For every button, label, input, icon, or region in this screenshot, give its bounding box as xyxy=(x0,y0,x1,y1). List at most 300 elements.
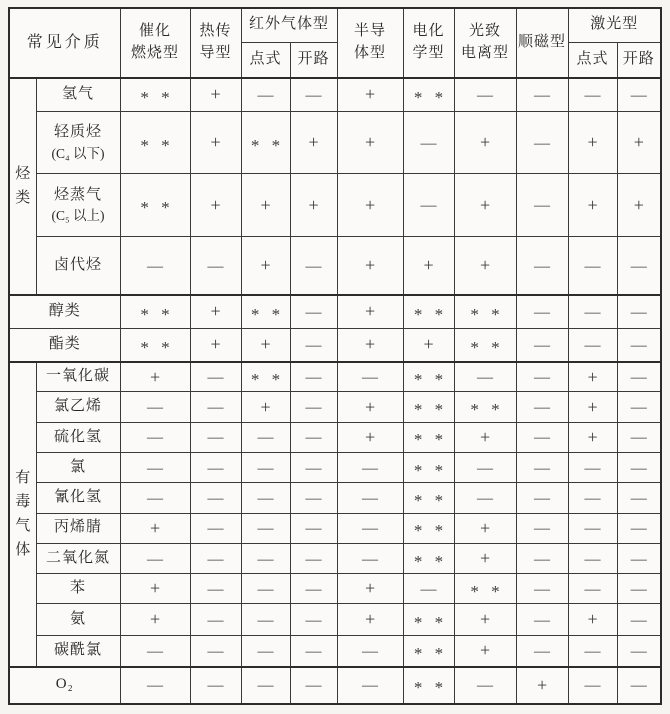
value-cell xyxy=(516,574,568,604)
rating-symbol: — xyxy=(630,303,647,321)
value-cell xyxy=(290,392,337,422)
value-cell xyxy=(241,78,290,111)
value-cell xyxy=(120,237,190,296)
table-row xyxy=(9,635,661,666)
rating-symbol: + xyxy=(364,84,376,105)
table-row xyxy=(9,604,661,635)
rating-symbol: — xyxy=(207,429,224,447)
rating-symbol: — xyxy=(630,257,647,275)
rating-symbol: — xyxy=(630,611,647,629)
value-cell xyxy=(454,543,516,573)
value-cell xyxy=(568,667,617,704)
value-cell xyxy=(516,483,568,513)
value-cell xyxy=(337,295,403,328)
media-name-cell xyxy=(36,111,120,174)
rating-symbol: * * xyxy=(140,198,174,218)
rating-symbol: — xyxy=(257,611,274,629)
rating-symbol: + xyxy=(364,301,376,322)
value-cell xyxy=(290,328,337,361)
media-name-label: 硫化氢 xyxy=(54,428,103,445)
table-row xyxy=(9,328,661,361)
rating-symbol: — xyxy=(305,86,322,104)
media-name-cell xyxy=(9,328,120,361)
media-name-label: 氰化氢 xyxy=(54,489,103,506)
value-cell xyxy=(617,78,661,111)
header-line: 热传 xyxy=(199,23,232,40)
rating-symbol: — xyxy=(305,336,322,354)
rating-symbol: — xyxy=(477,677,494,695)
rating-symbol: * * xyxy=(413,521,448,541)
rating-symbol: — xyxy=(207,611,224,629)
header-line: 催化 xyxy=(139,23,172,40)
value-cell xyxy=(190,422,241,452)
row-group-label-char: 有 xyxy=(15,469,31,486)
rating-symbol: — xyxy=(534,369,551,387)
rating-symbol: — xyxy=(207,369,224,387)
rating-symbol: + xyxy=(308,194,319,215)
table-row xyxy=(9,237,661,296)
value-cell xyxy=(337,604,403,635)
value-cell xyxy=(403,635,454,666)
rating-symbol: — xyxy=(305,369,322,387)
rating-symbol: + xyxy=(587,426,598,447)
value-cell xyxy=(568,237,617,296)
rating-symbol: — xyxy=(630,642,647,660)
rating-symbol: — xyxy=(584,489,601,507)
value-cell xyxy=(617,483,661,513)
table-row xyxy=(9,174,661,237)
value-cell xyxy=(403,543,454,573)
value-cell xyxy=(617,237,661,296)
rating-symbol: — xyxy=(534,459,551,477)
rating-symbol: — xyxy=(477,369,494,387)
row-group-label-char: 烃 xyxy=(15,166,31,183)
rating-symbol: — xyxy=(362,520,379,538)
rating-symbol: * * xyxy=(413,678,448,698)
value-cell xyxy=(337,174,403,237)
rating-symbol: — xyxy=(305,677,322,695)
media-name-label: 氢气 xyxy=(62,86,95,103)
row-group-label-char: 气 xyxy=(15,517,31,534)
rating-symbol: — xyxy=(630,459,647,477)
value-cell xyxy=(617,392,661,422)
value-cell xyxy=(120,635,190,666)
value-cell xyxy=(190,604,241,635)
rating-symbol: + xyxy=(587,609,598,630)
media-name-label: 一氧化碳 xyxy=(46,368,111,385)
table-row xyxy=(9,392,661,422)
rating-symbol: + xyxy=(479,194,491,215)
value-cell xyxy=(568,453,617,483)
media-name-cell xyxy=(36,513,120,543)
value-cell xyxy=(454,635,516,666)
rating-symbol: — xyxy=(420,580,437,598)
rating-symbol: — xyxy=(534,429,551,447)
rating-symbol: — xyxy=(257,429,274,447)
rating-symbol: — xyxy=(630,580,647,598)
value-cell xyxy=(290,422,337,452)
value-cell xyxy=(516,667,568,704)
value-cell xyxy=(290,111,337,174)
col-header-electrochemical xyxy=(403,8,454,78)
rating-symbol: + xyxy=(587,396,598,417)
value-cell xyxy=(190,392,241,422)
col-header-photoionization xyxy=(454,8,516,78)
rating-symbol: — xyxy=(257,489,274,507)
value-cell xyxy=(120,174,190,237)
rating-symbol: — xyxy=(305,642,322,660)
rating-symbol: — xyxy=(630,550,647,568)
media-name-label: O₂ xyxy=(55,676,74,693)
value-cell xyxy=(290,78,337,111)
gas-detector-selection-table xyxy=(8,7,662,705)
row-group-label-char: 毒 xyxy=(15,493,31,510)
media-name-cell xyxy=(36,174,120,237)
table-row xyxy=(9,295,661,328)
rating-symbol: — xyxy=(362,550,379,568)
rating-symbol: — xyxy=(207,550,224,568)
col-header-infrared-point: 点式 xyxy=(241,42,290,78)
rating-symbol: + xyxy=(308,132,319,153)
value-cell xyxy=(568,574,617,604)
value-cell xyxy=(120,604,190,635)
value-cell xyxy=(403,174,454,237)
value-cell xyxy=(403,237,454,296)
rating-symbol: + xyxy=(536,674,548,695)
media-name-cell xyxy=(36,362,120,392)
rating-symbol: * * xyxy=(413,400,448,420)
rating-symbol: + xyxy=(479,609,491,630)
media-name-label: (C₅ 以上) xyxy=(51,208,105,224)
rating-symbol: + xyxy=(364,194,376,215)
value-cell xyxy=(241,513,290,543)
rating-symbol: * * xyxy=(413,643,448,663)
rating-symbol: — xyxy=(584,336,601,354)
value-cell xyxy=(454,483,516,513)
rating-symbol: + xyxy=(149,366,161,387)
media-name-label: 卤代烃 xyxy=(54,256,103,273)
value-cell xyxy=(403,362,454,392)
value-cell xyxy=(190,574,241,604)
value-cell xyxy=(120,111,190,174)
rating-symbol: — xyxy=(477,489,494,507)
value-cell xyxy=(617,362,661,392)
rating-symbol: * * xyxy=(413,87,448,107)
rating-symbol: + xyxy=(260,334,271,355)
value-cell xyxy=(337,543,403,573)
col-header-paramagnetic: 顺磁型 xyxy=(516,8,568,78)
value-cell xyxy=(617,667,661,704)
value-cell xyxy=(120,483,190,513)
value-cell xyxy=(190,174,241,237)
table-body xyxy=(9,78,661,704)
value-cell xyxy=(290,295,337,328)
media-name-cell xyxy=(36,483,120,513)
rating-symbol: — xyxy=(207,642,224,660)
rating-symbol: + xyxy=(587,194,598,215)
value-cell xyxy=(290,667,337,704)
rating-symbol: — xyxy=(147,399,164,417)
rating-symbol: — xyxy=(305,520,322,538)
header-line: 导型 xyxy=(199,45,232,61)
value-cell xyxy=(568,635,617,666)
rating-symbol: * * xyxy=(413,304,448,324)
rating-symbol: + xyxy=(210,334,221,355)
value-cell xyxy=(120,667,190,704)
rating-symbol: — xyxy=(534,197,551,215)
value-cell xyxy=(290,237,337,296)
value-cell xyxy=(568,362,617,392)
media-name-cell xyxy=(36,392,120,422)
table-row xyxy=(9,667,661,704)
value-cell xyxy=(403,513,454,543)
rating-symbol: — xyxy=(257,86,274,104)
media-name-cell xyxy=(36,574,120,604)
value-cell xyxy=(403,483,454,513)
rating-symbol: + xyxy=(587,366,598,387)
value-cell xyxy=(290,453,337,483)
value-cell xyxy=(516,328,568,361)
rating-symbol: + xyxy=(260,396,271,417)
media-name-label: 醇类 xyxy=(48,303,81,320)
table-row xyxy=(9,513,661,543)
value-cell xyxy=(568,422,617,452)
rating-symbol: — xyxy=(305,611,322,629)
value-cell xyxy=(617,543,661,573)
rating-symbol: + xyxy=(149,578,161,599)
rating-symbol: + xyxy=(210,132,221,153)
rating-symbol: + xyxy=(479,548,491,568)
rating-symbol: — xyxy=(305,489,322,507)
value-cell xyxy=(516,111,568,174)
value-cell xyxy=(120,513,190,543)
value-cell xyxy=(241,604,290,635)
value-cell xyxy=(403,111,454,174)
rating-symbol: — xyxy=(630,429,647,447)
value-cell xyxy=(568,392,617,422)
value-cell xyxy=(337,453,403,483)
rating-symbol: — xyxy=(534,580,551,598)
value-cell xyxy=(403,295,454,328)
value-cell xyxy=(568,78,617,111)
rating-symbol: * * xyxy=(413,612,448,632)
value-cell xyxy=(403,604,454,635)
value-cell xyxy=(120,543,190,573)
value-cell xyxy=(241,111,290,174)
rating-symbol: * * xyxy=(470,581,504,601)
table-header xyxy=(9,8,661,78)
rating-symbol: — xyxy=(534,611,551,629)
media-name-label: 苯 xyxy=(70,579,87,596)
rating-symbol: — xyxy=(584,520,601,538)
rating-symbol: — xyxy=(305,580,322,598)
media-name-cell xyxy=(36,78,120,111)
rating-symbol: — xyxy=(207,257,224,275)
rating-symbol: — xyxy=(534,134,551,152)
value-cell xyxy=(516,174,568,237)
media-name-label: 丙烯腈 xyxy=(54,519,103,536)
media-name-cell xyxy=(36,604,120,635)
rating-symbol: — xyxy=(257,580,274,598)
value-cell xyxy=(617,574,661,604)
rating-symbol: + xyxy=(364,132,376,153)
rating-symbol: — xyxy=(534,336,551,354)
table-row xyxy=(9,78,661,111)
value-cell xyxy=(241,422,290,452)
media-name-cell xyxy=(36,543,120,573)
value-cell xyxy=(617,111,661,174)
rating-symbol: — xyxy=(630,399,647,417)
rating-symbol: — xyxy=(305,257,322,275)
rating-symbol: + xyxy=(364,426,376,447)
value-cell xyxy=(568,604,617,635)
value-cell xyxy=(454,237,516,296)
rating-symbol: * * xyxy=(250,135,285,155)
value-cell xyxy=(241,295,290,328)
rating-symbol: * * xyxy=(140,87,174,107)
row-group-label-char: 体 xyxy=(15,541,31,558)
rating-symbol: + xyxy=(423,334,434,355)
row-group-cell xyxy=(9,78,36,295)
rating-symbol: — xyxy=(534,550,551,568)
header-line: 燃烧型 xyxy=(131,45,180,61)
value-cell xyxy=(516,362,568,392)
value-cell xyxy=(454,453,516,483)
rating-symbol: — xyxy=(257,520,274,538)
value-cell xyxy=(190,362,241,392)
value-cell xyxy=(403,78,454,111)
media-name-label: 酯类 xyxy=(48,335,81,352)
rating-symbol: * * xyxy=(140,304,174,324)
rating-symbol: — xyxy=(147,429,164,447)
value-cell xyxy=(617,604,661,635)
value-cell xyxy=(403,667,454,704)
value-cell xyxy=(337,392,403,422)
value-cell xyxy=(120,453,190,483)
rating-symbol: — xyxy=(534,86,551,104)
rating-symbol: + xyxy=(479,426,491,447)
rating-symbol: — xyxy=(362,459,379,477)
value-cell xyxy=(454,513,516,543)
header-line: 光致 xyxy=(469,23,502,40)
rating-symbol: + xyxy=(479,517,491,538)
value-cell xyxy=(516,635,568,666)
value-cell xyxy=(120,422,190,452)
value-cell xyxy=(241,574,290,604)
value-cell xyxy=(190,111,241,174)
rating-symbol: + xyxy=(633,132,644,153)
header-line: 体型 xyxy=(354,45,387,61)
value-cell xyxy=(290,513,337,543)
rating-symbol: * * xyxy=(470,400,504,420)
media-name-label: 二氧化氮 xyxy=(46,549,111,566)
rating-symbol: + xyxy=(260,255,271,276)
rating-symbol: — xyxy=(362,642,379,660)
value-cell xyxy=(403,574,454,604)
value-cell xyxy=(516,422,568,452)
value-cell xyxy=(454,604,516,635)
value-cell xyxy=(241,667,290,704)
value-cell xyxy=(190,483,241,513)
col-header-laser: 激光型 xyxy=(568,8,661,42)
media-name-label: 氯 xyxy=(70,458,87,475)
value-cell xyxy=(120,574,190,604)
value-cell xyxy=(454,328,516,361)
rating-symbol: — xyxy=(584,459,601,477)
rating-symbol: — xyxy=(147,459,164,477)
media-name-cell xyxy=(36,453,120,483)
rating-symbol: + xyxy=(210,84,221,105)
rating-symbol: — xyxy=(630,86,647,104)
rating-symbol: * * xyxy=(250,370,285,390)
value-cell xyxy=(337,237,403,296)
rating-symbol: — xyxy=(305,399,322,417)
rating-symbol: — xyxy=(420,134,437,152)
value-cell xyxy=(516,78,568,111)
rating-symbol: + xyxy=(423,255,434,276)
value-cell xyxy=(120,295,190,328)
value-cell xyxy=(617,174,661,237)
value-cell xyxy=(241,362,290,392)
value-cell xyxy=(516,295,568,328)
rating-symbol: — xyxy=(534,520,551,538)
rating-symbol: — xyxy=(207,677,224,695)
value-cell xyxy=(190,543,241,573)
rating-symbol: + xyxy=(479,255,491,276)
rating-symbol: — xyxy=(362,369,379,387)
rating-symbol: — xyxy=(584,303,601,321)
value-cell xyxy=(403,453,454,483)
value-cell xyxy=(454,111,516,174)
rating-symbol: — xyxy=(147,550,164,568)
value-cell xyxy=(337,574,403,604)
rating-symbol: — xyxy=(584,642,601,660)
value-cell xyxy=(516,604,568,635)
value-cell xyxy=(241,174,290,237)
media-name-label: 氨 xyxy=(70,610,87,627)
value-cell xyxy=(241,635,290,666)
col-header-laser-point: 点式 xyxy=(568,42,617,78)
value-cell xyxy=(337,483,403,513)
value-cell xyxy=(454,174,516,237)
value-cell xyxy=(241,328,290,361)
rating-symbol: — xyxy=(207,580,224,598)
value-cell xyxy=(568,513,617,543)
rating-symbol: + xyxy=(260,194,271,215)
value-cell xyxy=(241,543,290,573)
rating-symbol: * * xyxy=(413,460,448,480)
rating-symbol: + xyxy=(210,301,221,322)
rating-symbol: + xyxy=(364,396,376,417)
value-cell xyxy=(241,483,290,513)
rating-symbol: — xyxy=(534,642,551,660)
value-cell xyxy=(617,453,661,483)
value-cell xyxy=(190,635,241,666)
rating-symbol: — xyxy=(534,399,551,417)
rating-symbol: — xyxy=(477,459,494,477)
value-cell xyxy=(568,328,617,361)
row-group-label-char: 类 xyxy=(15,190,31,207)
rating-symbol: + xyxy=(479,132,491,153)
rating-symbol: — xyxy=(630,520,647,538)
rating-symbol: — xyxy=(584,550,601,568)
corner-header-media: 常见介质 xyxy=(9,8,120,78)
value-cell xyxy=(617,328,661,361)
value-cell xyxy=(290,483,337,513)
value-cell xyxy=(190,667,241,704)
rating-symbol: — xyxy=(207,489,224,507)
rating-symbol: + xyxy=(364,609,376,630)
